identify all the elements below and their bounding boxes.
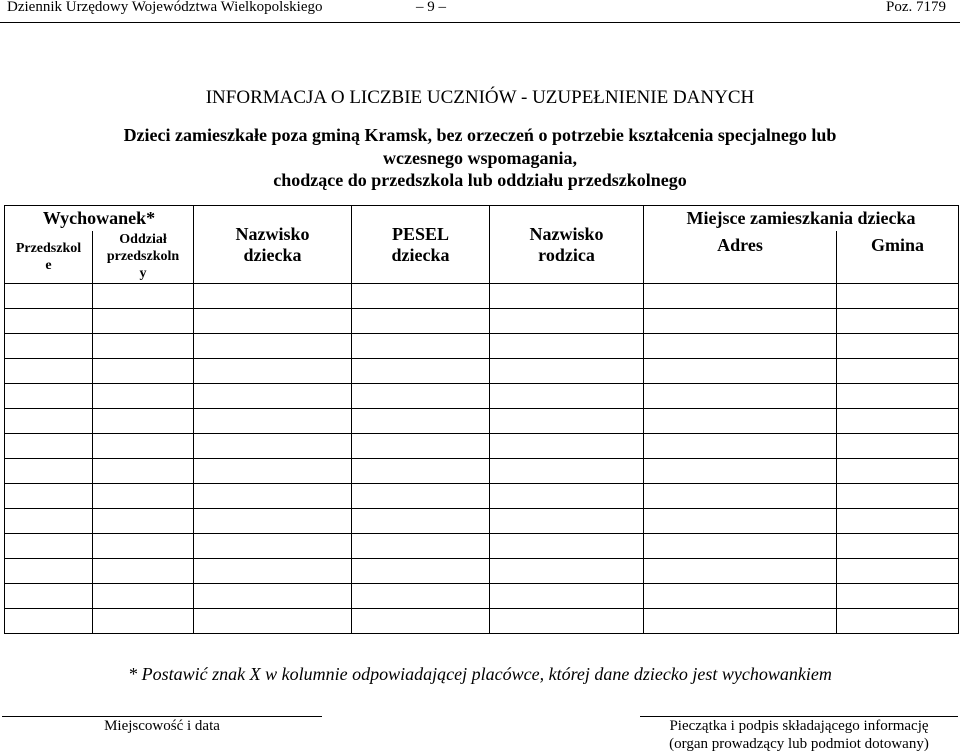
subtitle-line-3: chodzące do przedszkola lub oddziału przedszkolnego bbox=[273, 170, 687, 190]
table-cell[interactable] bbox=[352, 434, 490, 459]
header-department-l3: y bbox=[139, 266, 147, 282]
table-cell[interactable] bbox=[352, 309, 490, 334]
table-cell[interactable] bbox=[194, 409, 352, 434]
table-cell[interactable] bbox=[644, 584, 837, 609]
table-cell[interactable] bbox=[194, 284, 352, 309]
table-cell[interactable] bbox=[644, 359, 837, 384]
table-cell[interactable] bbox=[490, 509, 644, 534]
table-cell[interactable] bbox=[5, 559, 93, 584]
table-cell[interactable] bbox=[644, 409, 837, 434]
table-cell[interactable] bbox=[837, 584, 959, 609]
table-cell[interactable] bbox=[352, 459, 490, 484]
table-cell[interactable] bbox=[837, 534, 959, 559]
table-cell[interactable] bbox=[5, 384, 93, 409]
table-cell[interactable] bbox=[93, 484, 194, 509]
table-cell[interactable] bbox=[352, 534, 490, 559]
table-cell[interactable] bbox=[194, 559, 352, 584]
table-row bbox=[5, 559, 959, 584]
table-cell[interactable] bbox=[5, 584, 93, 609]
table-cell[interactable] bbox=[490, 484, 644, 509]
table-row bbox=[5, 459, 959, 484]
table-cell[interactable] bbox=[352, 384, 490, 409]
table-cell[interactable] bbox=[352, 584, 490, 609]
header-department-l1: Oddział bbox=[119, 232, 167, 248]
table-row bbox=[5, 409, 959, 434]
header-child-surname bbox=[194, 206, 352, 284]
header-kindergarten-l2: e bbox=[45, 257, 52, 273]
table-cell[interactable] bbox=[93, 609, 194, 634]
table-row bbox=[5, 509, 959, 534]
table-cell[interactable] bbox=[837, 359, 959, 384]
table-cell[interactable] bbox=[194, 584, 352, 609]
table-cell[interactable] bbox=[644, 509, 837, 534]
table-cell[interactable] bbox=[93, 584, 194, 609]
table-row bbox=[5, 384, 959, 409]
table-cell[interactable] bbox=[194, 309, 352, 334]
table-cell[interactable] bbox=[644, 434, 837, 459]
table-cell[interactable] bbox=[490, 409, 644, 434]
page-header bbox=[0, 0, 960, 23]
table-cell[interactable] bbox=[644, 284, 837, 309]
table-row bbox=[5, 584, 959, 609]
table-row bbox=[5, 309, 959, 334]
table-row bbox=[5, 484, 959, 509]
header-department bbox=[93, 231, 194, 284]
table-cell[interactable] bbox=[837, 459, 959, 484]
table-cell[interactable] bbox=[194, 384, 352, 409]
table-cell[interactable] bbox=[352, 359, 490, 384]
table-cell[interactable] bbox=[837, 284, 959, 309]
table-cell[interactable] bbox=[837, 559, 959, 584]
table-cell[interactable] bbox=[194, 509, 352, 534]
table-cell[interactable] bbox=[644, 459, 837, 484]
table-cell[interactable] bbox=[352, 284, 490, 309]
table-cell[interactable] bbox=[352, 609, 490, 634]
table-cell[interactable] bbox=[5, 309, 93, 334]
subtitle-line-1: Dzieci zamieszkałe poza gminą Kramsk, bez orzeczeń o potrzebie kształcenia specjalnego lub bbox=[123, 125, 837, 145]
header-parent-surname-l2: rodzica bbox=[538, 244, 595, 265]
table-cell[interactable] bbox=[490, 459, 644, 484]
table-cell[interactable] bbox=[644, 559, 837, 584]
header-pesel-l2: dziecka bbox=[391, 244, 450, 265]
table-cell[interactable] bbox=[644, 384, 837, 409]
students-table bbox=[4, 205, 959, 634]
table-cell[interactable] bbox=[5, 334, 93, 359]
table-cell[interactable] bbox=[194, 534, 352, 559]
footnote: * Postawić znak X w kolumnie odpowiadającej placówce, której dane dziecko jest wychowankiem bbox=[128, 664, 832, 684]
stamp-signature-line-1: Pieczątka i podpis składającego informację bbox=[669, 718, 929, 734]
table-cell[interactable] bbox=[352, 409, 490, 434]
table-cell[interactable] bbox=[644, 309, 837, 334]
table-cell[interactable] bbox=[93, 309, 194, 334]
table-cell[interactable] bbox=[490, 334, 644, 359]
table-cell[interactable] bbox=[490, 609, 644, 634]
table-cell[interactable] bbox=[490, 534, 644, 559]
position-number: Poz. 7179 bbox=[886, 0, 946, 15]
table-cell[interactable] bbox=[194, 459, 352, 484]
header-municipality: Gmina bbox=[837, 231, 959, 284]
table-cell[interactable] bbox=[93, 459, 194, 484]
table-cell[interactable] bbox=[5, 509, 93, 534]
header-wychowanek: Wychowanek* bbox=[5, 206, 194, 231]
table-cell[interactable] bbox=[352, 484, 490, 509]
table-cell[interactable] bbox=[352, 559, 490, 584]
header-department-l2: przedszkoln bbox=[106, 249, 180, 265]
table-row bbox=[5, 359, 959, 384]
table-cell[interactable] bbox=[837, 509, 959, 534]
table-cell[interactable] bbox=[490, 584, 644, 609]
table-cell[interactable] bbox=[93, 534, 194, 559]
table-cell[interactable] bbox=[837, 434, 959, 459]
header-kindergarten-l1: Przedszkol bbox=[15, 240, 82, 256]
table-cell[interactable] bbox=[352, 509, 490, 534]
header-pesel bbox=[352, 206, 490, 284]
stamp-signature-label bbox=[640, 717, 958, 753]
table-cell[interactable] bbox=[93, 559, 194, 584]
table-cell[interactable] bbox=[5, 534, 93, 559]
table-row bbox=[5, 534, 959, 559]
header-residence: Miejsce zamieszkania dziecka bbox=[644, 206, 959, 231]
table-cell[interactable] bbox=[5, 459, 93, 484]
table-cell[interactable] bbox=[644, 609, 837, 634]
table-cell[interactable] bbox=[93, 384, 194, 409]
table-cell[interactable] bbox=[194, 434, 352, 459]
stamp-signature-line-2: (organ prowadzący lub podmiot dotowany) bbox=[669, 736, 929, 752]
table-cell[interactable] bbox=[5, 484, 93, 509]
table-cell[interactable] bbox=[5, 284, 93, 309]
table-cell[interactable] bbox=[93, 509, 194, 534]
table-cell[interactable] bbox=[194, 359, 352, 384]
table-cell[interactable] bbox=[644, 334, 837, 359]
table-cell[interactable] bbox=[837, 609, 959, 634]
table-cell[interactable] bbox=[194, 609, 352, 634]
table-cell[interactable] bbox=[837, 309, 959, 334]
table-row bbox=[5, 284, 959, 309]
page-number: – 9 – bbox=[416, 0, 446, 15]
table-cell[interactable] bbox=[194, 334, 352, 359]
table-cell[interactable] bbox=[644, 534, 837, 559]
header-pesel-l1: PESEL bbox=[391, 223, 450, 244]
table-row bbox=[5, 609, 959, 634]
table-cell[interactable] bbox=[490, 559, 644, 584]
header-child-surname-l2: dziecka bbox=[243, 244, 302, 265]
table-cell[interactable] bbox=[93, 359, 194, 384]
place-date-label: Miejscowość i data bbox=[104, 718, 220, 734]
table-cell[interactable] bbox=[194, 484, 352, 509]
table-cell[interactable] bbox=[837, 409, 959, 434]
table-cell[interactable] bbox=[93, 409, 194, 434]
table-cell[interactable] bbox=[5, 409, 93, 434]
table-cell[interactable] bbox=[93, 284, 194, 309]
table-row bbox=[5, 434, 959, 459]
table-cell[interactable] bbox=[5, 434, 93, 459]
table-row bbox=[5, 334, 959, 359]
table-cell[interactable] bbox=[490, 434, 644, 459]
journal-name: Dziennik Urzędowy Województwa Wielkopolskiego bbox=[7, 0, 323, 15]
header-kindergarten bbox=[5, 231, 93, 284]
document-title: INFORMACJA O LICZBIE UCZNIÓW - UZUPEŁNIENIE DANYCH bbox=[205, 87, 755, 108]
subtitle-line-2: wczesnego wspomagania, bbox=[383, 147, 577, 168]
table-cell[interactable] bbox=[490, 309, 644, 334]
table-cell[interactable] bbox=[490, 359, 644, 384]
table-cell[interactable] bbox=[837, 384, 959, 409]
document-subtitle bbox=[0, 124, 960, 192]
header-parent-surname bbox=[490, 206, 644, 284]
header-parent-surname-l1: Nazwisko bbox=[529, 223, 604, 244]
table-cell[interactable] bbox=[644, 484, 837, 509]
table-cell[interactable] bbox=[352, 334, 490, 359]
table-cell[interactable] bbox=[490, 384, 644, 409]
table-cell[interactable] bbox=[490, 284, 644, 309]
table-cell[interactable] bbox=[837, 334, 959, 359]
table-cell[interactable] bbox=[5, 609, 93, 634]
table-cell[interactable] bbox=[5, 359, 93, 384]
table-cell[interactable] bbox=[93, 334, 194, 359]
table-cell[interactable] bbox=[837, 484, 959, 509]
table-cell[interactable] bbox=[93, 434, 194, 459]
header-address: Adres bbox=[644, 231, 837, 284]
header-child-surname-l1: Nazwisko bbox=[235, 223, 310, 244]
